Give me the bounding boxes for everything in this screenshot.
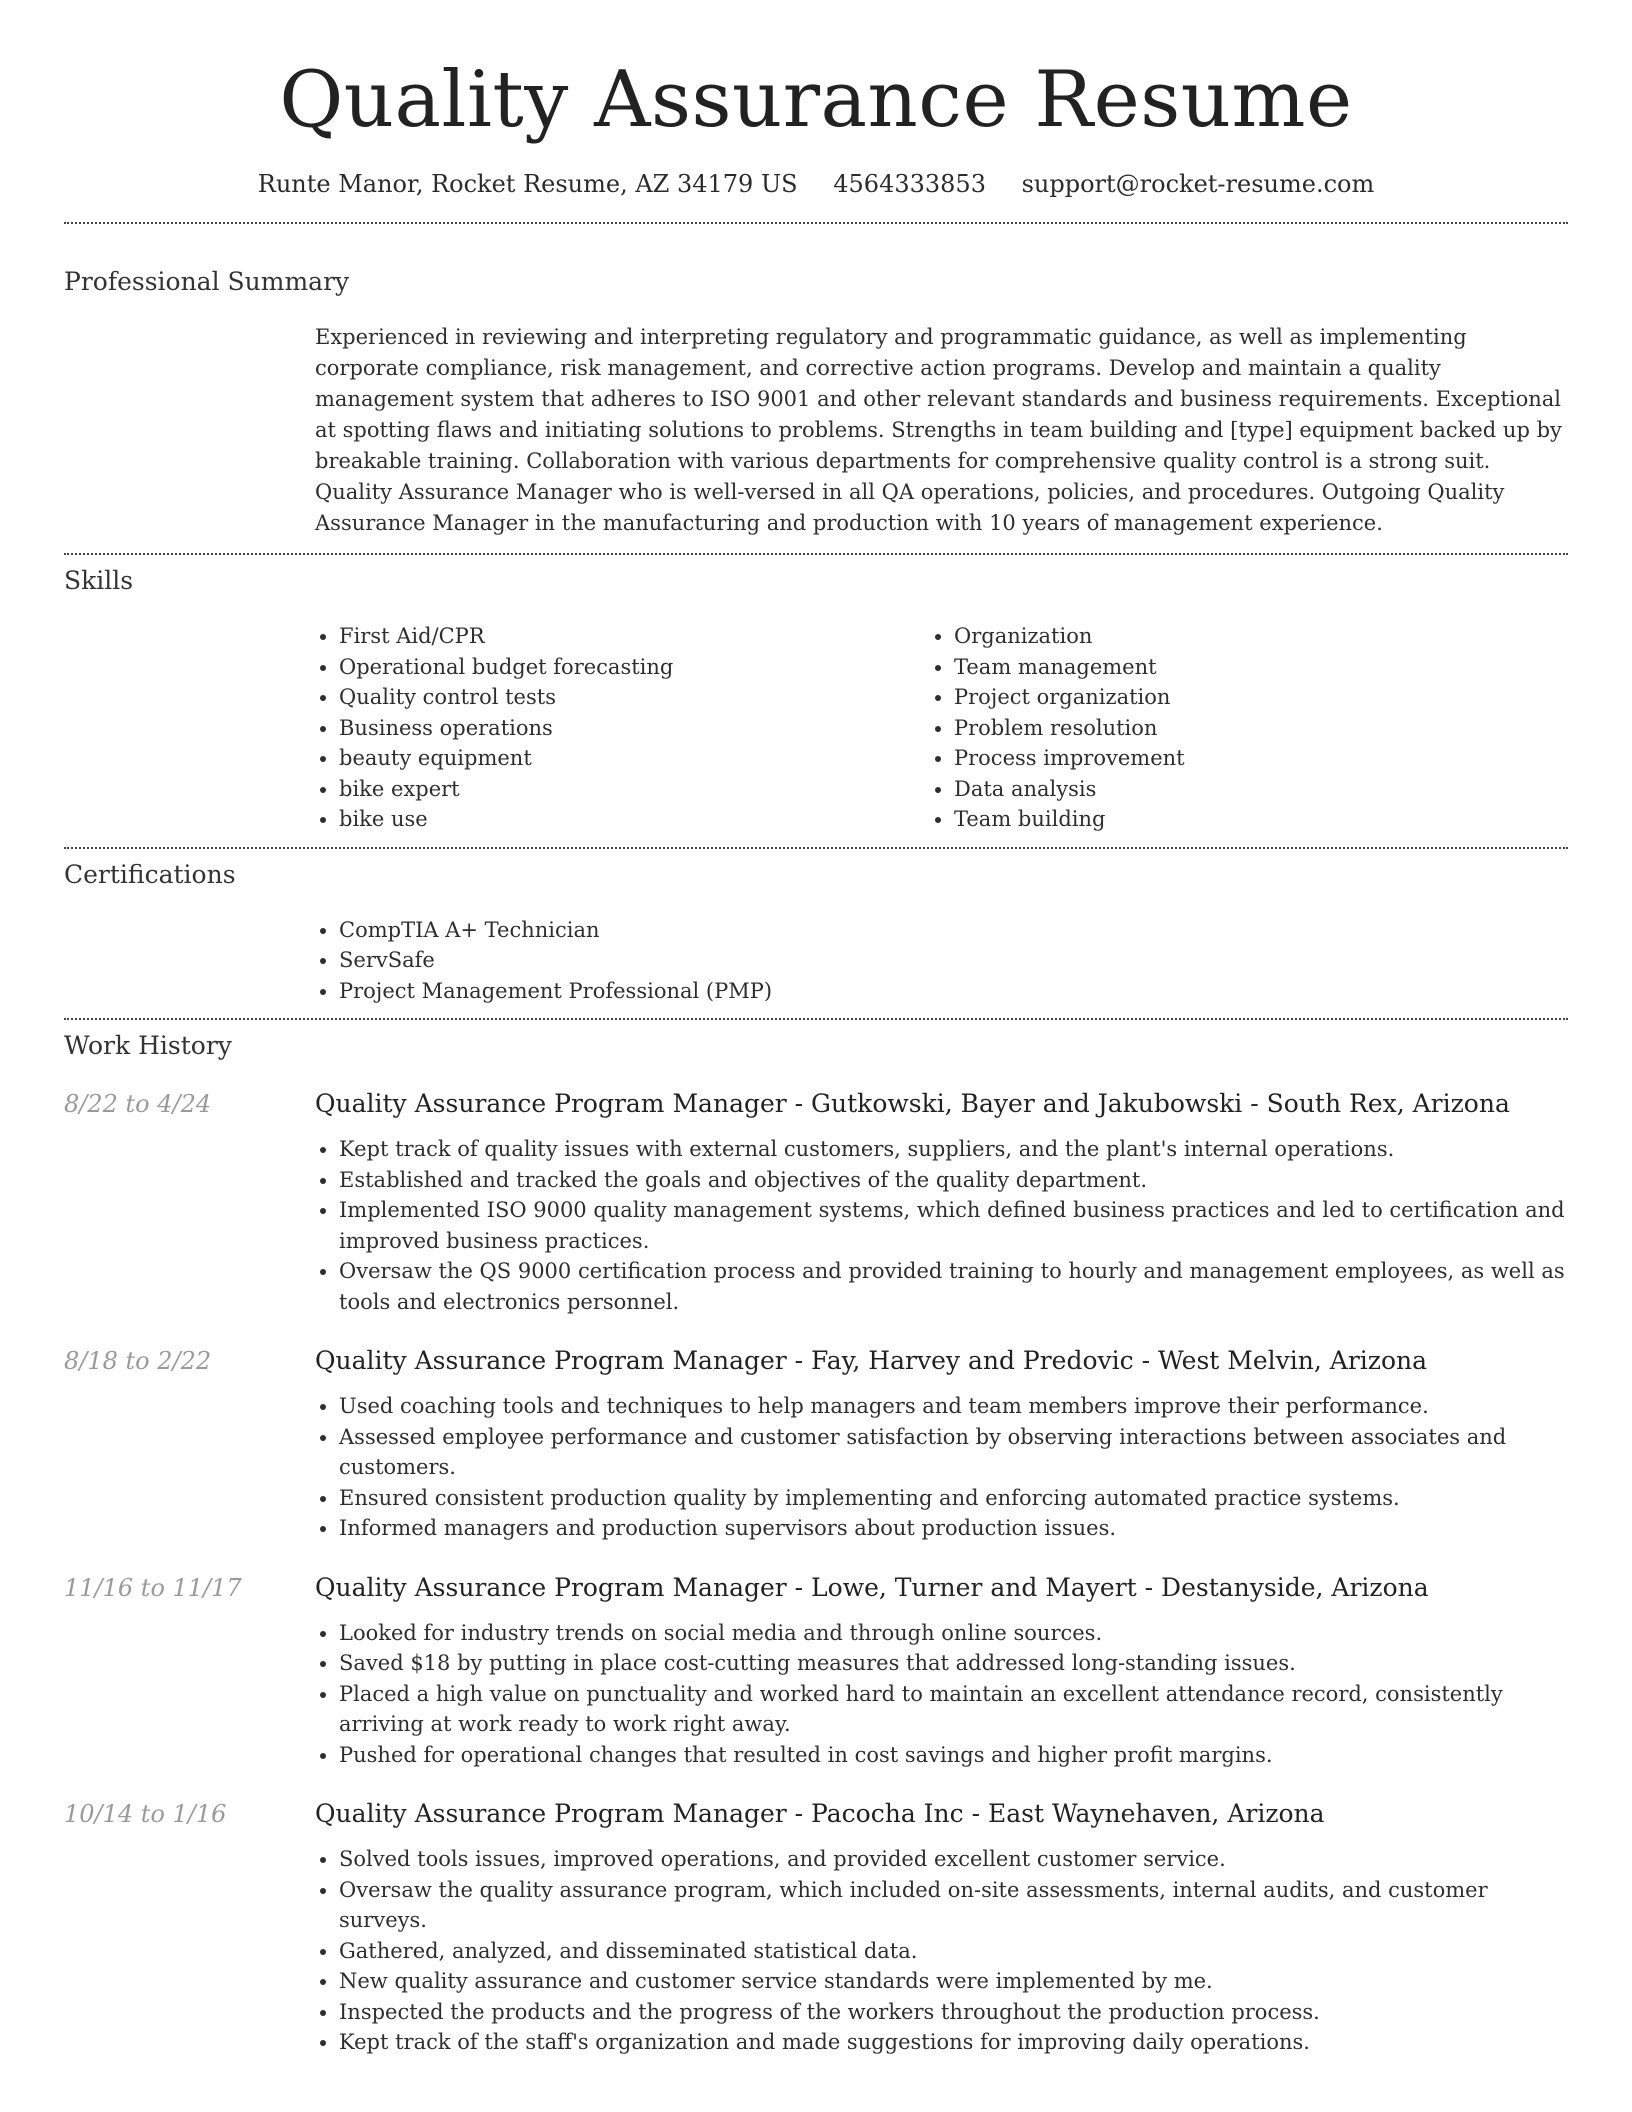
contact-line bbox=[64, 168, 1568, 200]
divider bbox=[64, 553, 1568, 555]
summary-heading: Professional Summary bbox=[64, 267, 350, 296]
job-entry bbox=[64, 1345, 1568, 1544]
job-bullet: • Implemented ISO 9000 quality management systems, which defined business practices and led to certification and improved business practices. bbox=[339, 1195, 1568, 1256]
skills-column-left bbox=[315, 621, 930, 835]
job-bullet: • Looked for industry trends on social media and through online sources. bbox=[339, 1618, 1568, 1649]
job-bullet: • Inspected the products and the progress of the workers throughout the production process. bbox=[339, 1997, 1568, 2028]
summary-text: Experienced in reviewing and interpreting regulatory and programmatic guidance, as well as implementing corporate compliance, risk management, and corrective action programs. Develop and maintain a quality management system that adheres to ISO 9001 and other relevant standards and business requirements. Exceptional at spotting flaws and initiating solutions to problems. Strengths in team building and [type] equipment backed up by breakable training. Collaboration with various departments for comprehensive quality control is a strong suit. Quality Assurance Manager who is well-versed in all QA operations, policies, and procedures. Outgoing Quality Assurance Manager in the manufacturing and production with 10 years of management experience. bbox=[315, 325, 1562, 535]
certifications-list bbox=[315, 915, 1568, 1007]
job-entry bbox=[64, 1572, 1568, 1771]
skill-item: • Project organization bbox=[954, 682, 1545, 713]
job-bullet: • Kept track of quality issues with external customers, suppliers, and the plant's internal operations. bbox=[339, 1134, 1568, 1165]
divider bbox=[64, 222, 1568, 224]
job-title: Quality Assurance Program Manager - Fay, Harvey and Predovic - West Melvin, Arizona bbox=[315, 1346, 1427, 1375]
job-bullet: • Solved tools issues, improved operations, and provided excellent customer service. bbox=[339, 1844, 1568, 1875]
job-bullet: • Placed a high value on punctuality and worked hard to maintain an excellent attendance record, consistently arriving at work ready to work right away. bbox=[339, 1679, 1568, 1740]
skill-item: • Team management bbox=[954, 652, 1545, 683]
job-bullet: • Saved $18 by putting in place cost-cutting measures that addressed long-standing issues. bbox=[339, 1648, 1568, 1679]
divider bbox=[64, 1018, 1568, 1020]
job-title: Quality Assurance Program Manager - Gutkowski, Bayer and Jakubowski - South Rex, Arizona bbox=[315, 1089, 1510, 1118]
job-dates: 8/18 to 2/22 bbox=[64, 1347, 212, 1375]
job-bullet: • Oversaw the QS 9000 certification process and provided training to hourly and management employees, as well as tools and electronics personnel. bbox=[339, 1256, 1568, 1317]
skill-item: • Process improvement bbox=[954, 743, 1545, 774]
divider bbox=[64, 847, 1568, 849]
job-bullet: • Informed managers and production supervisors about production issues. bbox=[339, 1513, 1568, 1544]
job-title: Quality Assurance Program Manager - Pacocha Inc - East Waynehaven, Arizona bbox=[315, 1799, 1325, 1828]
certification-item: • CompTIA A+ Technician bbox=[339, 915, 1568, 946]
job-bullet: • Kept track of the staff's organization and made suggestions for improving daily operations. bbox=[339, 2027, 1568, 2058]
certification-item: • Project Management Professional (PMP) bbox=[339, 976, 1568, 1007]
job-bullet: • Used coaching tools and techniques to help managers and team members improve their performance. bbox=[339, 1391, 1568, 1422]
skill-item: • Team building bbox=[954, 804, 1545, 835]
skill-item: • beauty equipment bbox=[339, 743, 930, 774]
job-bullet: • New quality assurance and customer service standards were implemented by me. bbox=[339, 1966, 1568, 1997]
skill-item: • Problem resolution bbox=[954, 713, 1545, 744]
job-entry bbox=[64, 1088, 1568, 1317]
job-bullet: • Ensured consistent production quality by implementing and enforcing automated practice systems. bbox=[339, 1483, 1568, 1514]
skill-item: • Business operations bbox=[339, 713, 930, 744]
work-history-heading: Work History bbox=[64, 1031, 232, 1060]
skill-item: • bike use bbox=[339, 804, 930, 835]
skill-item: • Operational budget forecasting bbox=[339, 652, 930, 683]
resume-header bbox=[64, 0, 1568, 200]
job-bullet: • Gathered, analyzed, and disseminated statistical data. bbox=[339, 1936, 1568, 1967]
job-bullet: • Established and tracked the goals and objectives of the quality department. bbox=[339, 1165, 1568, 1196]
job-bullet: • Assessed employee performance and customer satisfaction by observing interactions between associates and customers. bbox=[339, 1422, 1568, 1483]
skills-list bbox=[315, 621, 1568, 835]
job-bullet: • Oversaw the quality assurance program, which included on-site assessments, internal audits, and customer surveys. bbox=[339, 1875, 1568, 1936]
skills-heading: Skills bbox=[64, 566, 134, 595]
skill-item: • First Aid/CPR bbox=[339, 621, 930, 652]
skill-item: • Organization bbox=[954, 621, 1545, 652]
skills-column-right bbox=[930, 621, 1545, 835]
resume-page bbox=[64, 0, 1568, 2058]
job-dates: 10/14 to 1/16 bbox=[64, 1800, 227, 1828]
contact-email: support@rocket-resume.com bbox=[1021, 170, 1375, 198]
job-title: Quality Assurance Program Manager - Lowe, Turner and Mayert - Destanyside, Arizona bbox=[315, 1572, 1429, 1602]
job-entry bbox=[64, 1798, 1568, 2058]
skill-item: • Quality control tests bbox=[339, 682, 930, 713]
contact-address: Runte Manor, Rocket Resume, AZ 34179 US bbox=[257, 170, 798, 198]
resume-title: Quality Assurance Resume bbox=[279, 55, 1353, 145]
skill-item: • Data analysis bbox=[954, 774, 1545, 805]
contact-phone: 4564333853 bbox=[833, 170, 986, 198]
job-bullet: • Pushed for operational changes that resulted in cost savings and higher profit margins. bbox=[339, 1740, 1568, 1771]
certifications-heading: Certifications bbox=[64, 859, 236, 889]
skill-item: • bike expert bbox=[339, 774, 930, 805]
job-dates: 11/16 to 11/17 bbox=[64, 1573, 242, 1602]
job-dates: 8/22 to 4/24 bbox=[64, 1090, 212, 1118]
certification-item: • ServSafe bbox=[339, 945, 1568, 976]
